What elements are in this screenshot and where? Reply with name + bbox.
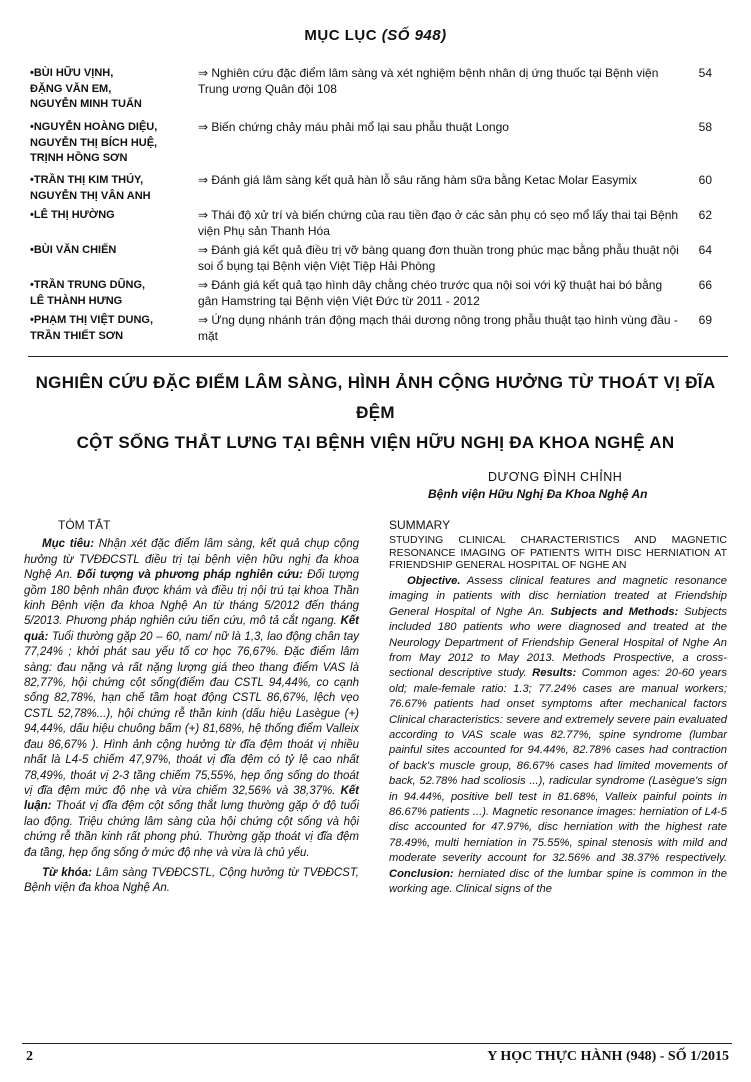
- toc-entry[interactable]: [30, 313, 720, 347]
- toc-entry-title: ⇒ Ứng dụng nhánh trán động mạch thái dương nông trong phẫu thuật tạo hình vùng đầu - mặt: [198, 313, 678, 343]
- summary-subtitle: STUDYING CLINICAL CHARACTERISTICS AND MAGNETIC RESONANCE IMAGING OF PATIENTS WITH DISC HERNIATION AT FRIENDSHIP GENERAL HOSPITAL OF NGHE AN: [389, 534, 727, 572]
- toc-entry-title: ⇒ Đánh giá kết quả điều trị vỡ bàng quang đơn thuần trong phúc mạc bằng phẫu thuật nội soi ổ bụng tại Bệnh viện Việt Tiệp Hải Phòng: [198, 243, 679, 273]
- summary-heading: SUMMARY: [389, 518, 451, 532]
- toc-page-number: 66: [698, 278, 712, 292]
- article-affiliation: Bệnh viện Hữu Nghị Đa Khoa Nghệ An: [428, 487, 648, 501]
- toc-entry[interactable]: [30, 208, 720, 242]
- toc-authors: •BÙI VĂN CHIẾN: [30, 244, 117, 256]
- toc-page-number: 69: [698, 313, 712, 327]
- toc-entry[interactable]: [30, 243, 720, 277]
- toc-entry-title: ⇒ Nghiên cứu đặc điểm lâm sàng và xét nghiệm bệnh nhân dị ứng thuốc tại Bệnh viện Trung ương Quân đội 108: [198, 66, 659, 96]
- keywords: Từ khóa: Lâm sàng TVĐĐCSTL, Cộng hưởng từ TVĐĐCST, Bệnh viện đa khoa Nghệ An.: [24, 866, 359, 895]
- toc-entry-title: ⇒ Thái độ xử trí và biến chứng của rau tiền đạo ở các sản phụ có sẹo mổ lấy thai tại Bệnh viện Phụ sản Thanh Hóa: [198, 208, 679, 238]
- toc-page-number: 54: [698, 66, 712, 80]
- toc-entry[interactable]: [30, 66, 720, 118]
- toc-entry[interactable]: [30, 278, 720, 312]
- article-title: NGHIÊN CỨU ĐẶC ĐIỂM LÂM SÀNG, HÌNH ẢNH CỘNG HƯỞNG TỪ THOÁT VỊ ĐĨA ĐỆM CỘT SỐNG THẮT LƯNG TẠI BỆNH VIỆN HỮU NGHỊ ĐA KHOA NGHỆ AN: [35, 373, 716, 452]
- toc-page-number: 60: [698, 173, 712, 187]
- toc-entry[interactable]: [30, 120, 720, 172]
- abstract-heading: TÓM TẮT: [58, 518, 111, 532]
- page-number: 2: [26, 1049, 33, 1064]
- toc-entry-title: ⇒ Đánh giá kết quả tạo hình dây chằng chéo trước qua nội soi với kỹ thuật hai bó bằng gân Hamstring tại Bệnh viện Việt Đức từ 2011 - 2012: [198, 278, 663, 308]
- toc-entry-title: ⇒ Biến chứng chảy máu phải mổ lại sau phẫu thuật Longo: [198, 120, 509, 134]
- toc-authors: •PHẠM THỊ VIỆT DUNG, TRẦN THIẾT SƠN: [30, 314, 154, 342]
- toc-authors: •NGUYỄN HOÀNG DIỆU, NGUYỄN THỊ BÍCH HUỆ, TRỊNH HỒNG SƠN: [30, 121, 158, 164]
- toc-page-number: 62: [698, 208, 712, 222]
- toc-title: MỤC LỤC (SỐ 948): [304, 27, 447, 44]
- section-divider: [28, 356, 728, 357]
- toc-entry-title: ⇒ Đánh giá lâm sàng kết quả hàn lỗ sâu răng hàm sữa bằng Ketac Molar Easymix: [198, 173, 637, 187]
- abstract-vietnamese: [24, 518, 359, 897]
- abstract-body: Mục tiêu: Nhận xét đặc điểm lâm sàng, kết quả chụp cộng hưởng từ TVĐĐCSTL điều trị tại bệnh viện hữu nghị đa khoa Nghệ An. Đối tượng và phương pháp nghiên cứu: Đối tượng gồm 180 bệnh nhân được khám và điều trị nội trú tại khoa Thần kinh Bệnh viện đa khoa Nghệ An từ tháng 5/2012 đến tháng 5/2013. Phương pháp nghiên cứu tiến cứu, mô tả cắt ngang. Kết quả: Tuổi thường gặp 20 – 60, nam/ nữ là 1,3, lao động chân tay 77,24% ; khởi phát sau yếu tố cơ học 76,67%. Đặc điểm lâm sàng: đau nặng và rất nặng lượng giá theo thang điểm VAS là 82,77%, hội chứng cột sống(điểm đau CSTL 94,44%, co cạnh sống 82,78%, hạn chế tầm hoạt động CSTL 86,67%, lệch vẹo CSTL 52,78%...), hội chứng rễ thần kinh (dấu hiệu Lasègue (+) 94,44%, dấu hiệu chuông bấm (+) 81,68%, hệ thống điểm Valleix đau 86,67% ). Hình ảnh cộng hưởng từ đĩa đệm thoát vị nhiều nhất là L4-5 chiếm 47,97%, thoát vị đĩa đệm có tỷ lệ cao nhất 78,49%, thoát vị 2-3 tầng chiếm 75,55%, hẹp ống sống do thoát vị đĩa đệm mức độ nhẹ và vừa chiếm 32,56% và 38,37%. Kết luận: Thoát vị đĩa đệm cột sống thắt lưng thường gặp ở độ tuổi lao động. Triệu chứng lâm sàng của hội chứng cột sống và hội chứng rễ thần kinh rất phong phú. Thường gặp thoát vị đĩa đệm đa tầng, hẹp ống sống ở mức độ nhẹ và vừa là chủ yếu.: [24, 538, 360, 859]
- article-author: DƯƠNG ĐÌNH CHỈNH: [488, 470, 623, 484]
- journal-name: Y HỌC THỰC HÀNH (948) - SỐ 1/2015: [487, 1049, 729, 1064]
- summary-body: Objective. Assess clinical features and magnetic resonance imaging in patients with disc herniation treated at Friendship General Hospital of Nghe An. Subjects and Methods: Subjects included 180 patients who were diagnosed and treated at the Neurology Department of Friendship General Hospital of Nghe An from May 2012 to May 2013. Methods Prospective, a cross-sectional descriptive study. Results: Common ages: 20-60 years old; male-female ratio: 1.3; 77.24% cases are manual workers; 76.67% patients had onset symptoms after mechanical factors Clinical characteristics: severe and extremely severe pain evaluated according to VAS scale was 82.77%, spine syndrome (lumbar painful sites accounted for 94.44%, 82.78% cases had contraction of back's muscle group, 86.67% cases had limited movements of back, 52.78% had scoliosis ...), radicular syndrome (Lasègue's sign in 94.44%, positive bell test in 81.68%, Valleix painful points in 86.67% patients ...). Magnetic resonance images: herniation of L4-5 disc accounted for 47.97%, disc herniation with the highest rate 78.49%, multi herniation in 75.55%, spinal stenosis with mild and moderate severity account for 32.56% and 38.37% respectively. Conclusion: herniated disc of the lumbar spine is common in the working age. Clinical signs of the: [389, 574, 727, 896]
- footer-divider: [22, 1043, 732, 1044]
- toc-entry[interactable]: [30, 173, 720, 207]
- toc-authors: •TRẦN THỊ KIM THÚY, NGUYỄN THỊ VÂN ANH: [30, 174, 151, 202]
- toc-page-number: 58: [698, 120, 712, 134]
- toc-issue: (SỐ 948): [381, 27, 447, 44]
- toc-authors: •LÊ THỊ HƯỜNG: [30, 209, 115, 221]
- toc-page-number: 64: [698, 243, 712, 257]
- toc-authors: •TRẦN TRUNG DŨNG, LÊ THÀNH HƯNG: [30, 279, 146, 307]
- toc-authors: •BÙI HỮU VỊNH, ĐẶNG VĂN EM, NGUYỄN MINH TUẤN: [30, 67, 142, 110]
- abstract-english: [389, 518, 727, 897]
